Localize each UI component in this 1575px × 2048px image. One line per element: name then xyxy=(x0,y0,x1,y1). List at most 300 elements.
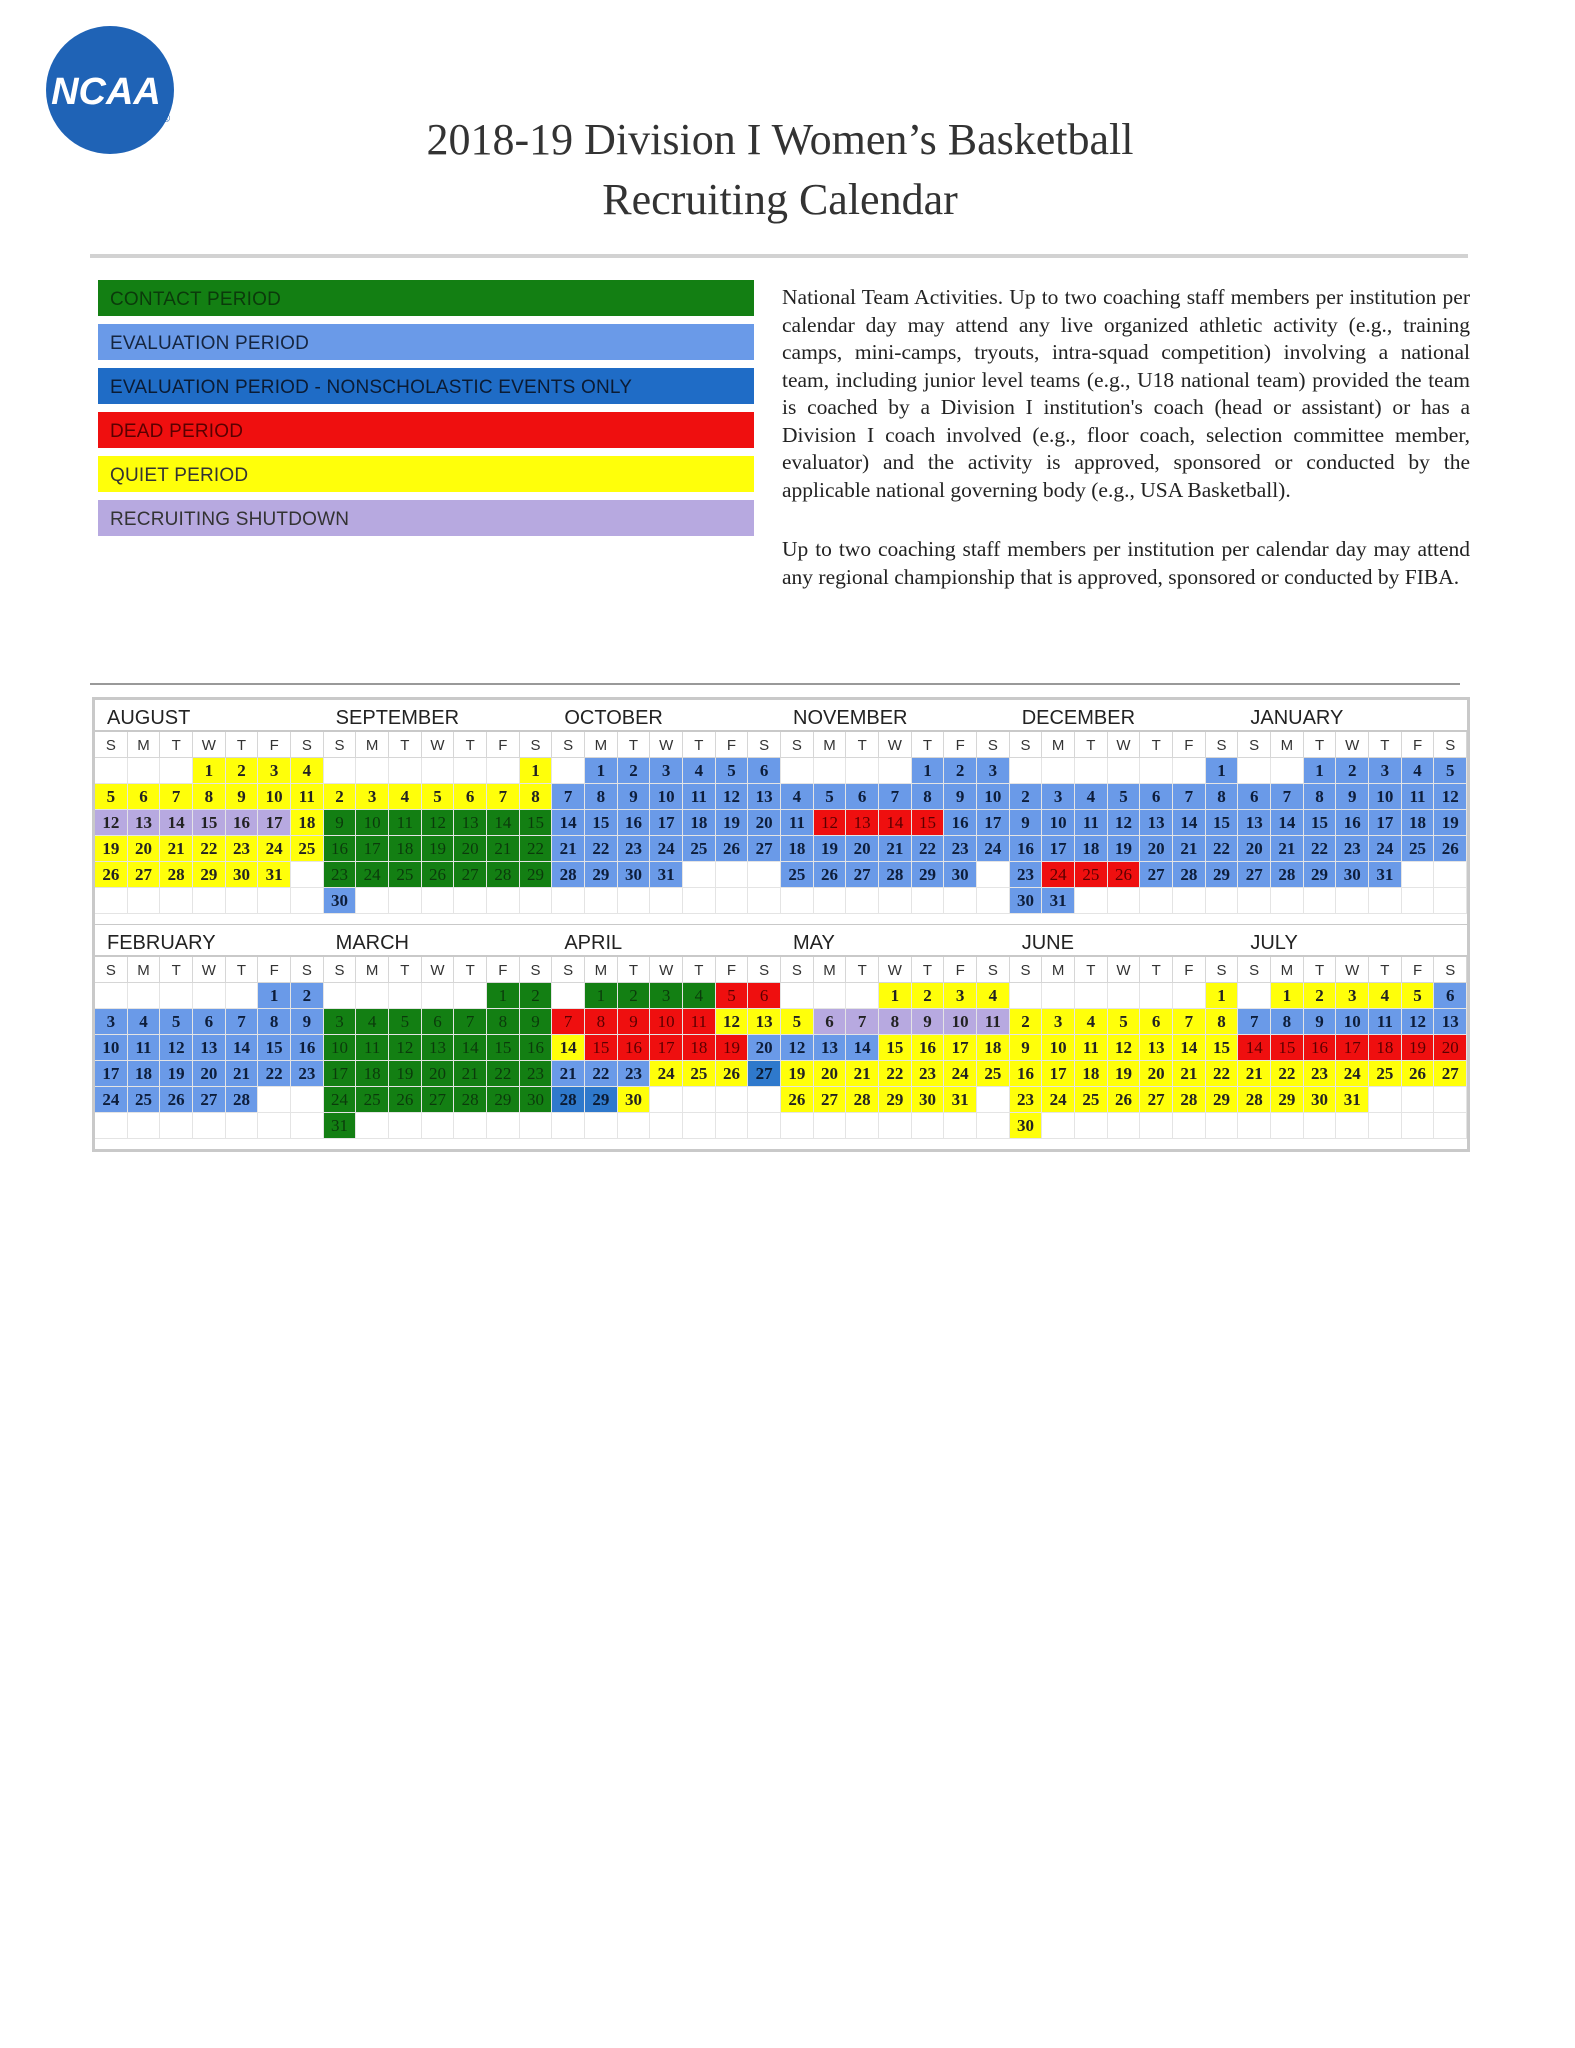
day-cell: 5 xyxy=(389,1009,422,1035)
day-cell: 19 xyxy=(1108,836,1141,862)
empty-cell xyxy=(95,1113,128,1139)
day-cell: 30 xyxy=(912,1087,945,1113)
day-cell: 4 xyxy=(1075,1009,1108,1035)
empty-cell xyxy=(814,1113,847,1139)
day-cell: 30 xyxy=(1010,888,1043,914)
day-cell: 27 xyxy=(1140,862,1173,888)
empty-cell xyxy=(552,758,585,784)
day-cell: 8 xyxy=(258,1009,291,1035)
weekday-header: S xyxy=(1238,957,1271,983)
empty-cell xyxy=(1010,983,1043,1009)
month-name: JANUARY xyxy=(1238,700,1467,732)
day-cell: 26 xyxy=(422,862,455,888)
empty-cell xyxy=(814,888,847,914)
day-cell: 6 xyxy=(814,1009,847,1035)
day-cell: 7 xyxy=(1238,1009,1271,1035)
day-cell: 30 xyxy=(618,1087,651,1113)
empty-cell xyxy=(977,1087,1010,1113)
day-cell: 22 xyxy=(1206,1061,1239,1087)
day-cell: 28 xyxy=(454,1087,487,1113)
day-cell: 4 xyxy=(389,784,422,810)
day-cell: 27 xyxy=(128,862,161,888)
empty-cell xyxy=(226,888,259,914)
day-cell: 15 xyxy=(1206,810,1239,836)
day-cell: 18 xyxy=(1369,1035,1402,1061)
day-cell: 27 xyxy=(748,1061,781,1087)
day-cell: 23 xyxy=(226,836,259,862)
empty-cell xyxy=(95,758,128,784)
empty-cell xyxy=(487,888,520,914)
recruiting-calendar xyxy=(92,697,1470,1152)
day-cell: 7 xyxy=(1271,784,1304,810)
day-cell: 11 xyxy=(1075,1035,1108,1061)
day-cell: 28 xyxy=(1238,1087,1271,1113)
day-cell: 30 xyxy=(1336,862,1369,888)
day-cell: 2 xyxy=(1304,983,1337,1009)
month-name: FEBRUARY xyxy=(95,925,324,957)
day-cell: 28 xyxy=(846,1087,879,1113)
empty-cell xyxy=(258,888,291,914)
day-cell: 12 xyxy=(814,810,847,836)
day-cell: 1 xyxy=(585,983,618,1009)
day-cell: 5 xyxy=(716,758,749,784)
day-cell: 30 xyxy=(944,862,977,888)
empty-cell xyxy=(977,888,1010,914)
empty-cell xyxy=(1336,888,1369,914)
note-national-team: National Team Activities. Up to two coaching staff members per institution per calendar day may attend any live organized athletic activity (e.g., training camps, mini-camps, tryouts, intra-squad competition) involving a national team, including junior level teams (e.g., U18 national team) provided the team is coached by a Division I institution's coach (head or assistant) or has a Division I coach involved (e.g., floor coach, selection committee member, evaluator) and the activity is approved, sponsored or conducted by the applicable national governing body (e.g., USA Basketball). xyxy=(782,285,1470,502)
day-cell: 18 xyxy=(291,810,324,836)
weekday-header: S xyxy=(748,957,781,983)
weekday-header: S xyxy=(977,732,1010,758)
empty-cell xyxy=(1434,1113,1467,1139)
day-cell: 11 xyxy=(781,810,814,836)
legend xyxy=(98,280,754,544)
day-cell: 14 xyxy=(487,810,520,836)
empty-cell xyxy=(781,888,814,914)
day-cell: 9 xyxy=(1304,1009,1337,1035)
day-cell: 1 xyxy=(193,758,226,784)
day-cell: 31 xyxy=(650,862,683,888)
day-cell: 26 xyxy=(814,862,847,888)
day-cell: 26 xyxy=(160,1087,193,1113)
day-cell: 8 xyxy=(912,784,945,810)
day-cell: 24 xyxy=(95,1087,128,1113)
day-cell: 14 xyxy=(226,1035,259,1061)
day-cell: 14 xyxy=(1173,1035,1206,1061)
day-cell: 22 xyxy=(487,1061,520,1087)
day-cell: 4 xyxy=(356,1009,389,1035)
empty-cell xyxy=(160,983,193,1009)
weekday-header: S xyxy=(748,732,781,758)
day-cell: 30 xyxy=(520,1087,553,1113)
empty-cell xyxy=(1271,758,1304,784)
day-cell: 26 xyxy=(716,1061,749,1087)
day-cell: 2 xyxy=(1336,758,1369,784)
day-cell: 6 xyxy=(422,1009,455,1035)
weekday-header: S xyxy=(95,732,128,758)
day-cell: 8 xyxy=(585,784,618,810)
day-cell: 28 xyxy=(487,862,520,888)
day-cell: 15 xyxy=(1206,1035,1239,1061)
empty-cell xyxy=(454,758,487,784)
empty-cell xyxy=(1042,1113,1075,1139)
day-cell: 25 xyxy=(389,862,422,888)
weekday-header: S xyxy=(520,957,553,983)
day-cell: 19 xyxy=(781,1061,814,1087)
day-cell: 1 xyxy=(585,758,618,784)
weekday-header: T xyxy=(160,732,193,758)
legend-item: EVALUATION PERIOD - NONSCHOLASTIC EVENTS ONLY xyxy=(98,368,754,404)
day-cell: 31 xyxy=(1042,888,1075,914)
day-cell: 21 xyxy=(1173,1061,1206,1087)
weekday-header: M xyxy=(814,957,847,983)
empty-cell xyxy=(781,983,814,1009)
month-name: MARCH xyxy=(324,925,553,957)
empty-cell xyxy=(1434,862,1467,888)
day-cell: 10 xyxy=(944,1009,977,1035)
day-cell: 6 xyxy=(1140,784,1173,810)
empty-cell xyxy=(1173,888,1206,914)
weekday-header: F xyxy=(258,732,291,758)
day-cell: 17 xyxy=(944,1035,977,1061)
day-cell: 23 xyxy=(291,1061,324,1087)
month-june xyxy=(1010,925,1239,1149)
day-cell: 26 xyxy=(389,1087,422,1113)
weekday-header: F xyxy=(716,957,749,983)
day-cell: 27 xyxy=(814,1087,847,1113)
weekday-header: F xyxy=(944,732,977,758)
empty-cell xyxy=(1206,888,1239,914)
month-may xyxy=(781,925,1010,1149)
weekday-header: W xyxy=(879,957,912,983)
day-cell: 18 xyxy=(781,836,814,862)
svg-text:®: ® xyxy=(161,113,171,125)
day-cell: 28 xyxy=(552,862,585,888)
day-cell: 10 xyxy=(95,1035,128,1061)
empty-cell xyxy=(1369,1113,1402,1139)
empty-cell xyxy=(1304,1113,1337,1139)
day-cell: 22 xyxy=(520,836,553,862)
weekday-header: W xyxy=(1108,957,1141,983)
empty-cell xyxy=(356,983,389,1009)
empty-cell xyxy=(846,1113,879,1139)
empty-cell xyxy=(1238,758,1271,784)
weekday-header: T xyxy=(226,732,259,758)
weekday-header: F xyxy=(1402,732,1435,758)
day-cell: 20 xyxy=(1434,1035,1467,1061)
weekday-header: M xyxy=(1042,732,1075,758)
day-cell: 16 xyxy=(1336,810,1369,836)
day-cell: 16 xyxy=(618,810,651,836)
weekday-header: T xyxy=(618,957,651,983)
weekday-header: W xyxy=(1108,732,1141,758)
empty-cell xyxy=(748,862,781,888)
empty-cell xyxy=(748,1087,781,1113)
weekday-header: T xyxy=(389,732,422,758)
day-cell: 22 xyxy=(193,836,226,862)
day-cell: 13 xyxy=(454,810,487,836)
weekday-header: T xyxy=(846,732,879,758)
day-cell: 7 xyxy=(879,784,912,810)
day-cell: 18 xyxy=(128,1061,161,1087)
empty-cell xyxy=(1075,1113,1108,1139)
empty-cell xyxy=(1140,983,1173,1009)
empty-cell xyxy=(552,1113,585,1139)
day-cell: 18 xyxy=(389,836,422,862)
empty-cell xyxy=(1369,888,1402,914)
day-cell: 5 xyxy=(1108,1009,1141,1035)
empty-cell xyxy=(1173,1113,1206,1139)
day-cell: 28 xyxy=(226,1087,259,1113)
empty-cell xyxy=(291,1087,324,1113)
weekday-header: T xyxy=(454,957,487,983)
day-cell: 1 xyxy=(879,983,912,1009)
empty-cell xyxy=(1140,758,1173,784)
day-cell: 13 xyxy=(1434,1009,1467,1035)
day-cell: 17 xyxy=(356,836,389,862)
weekday-header: S xyxy=(291,732,324,758)
weekday-header: F xyxy=(487,957,520,983)
empty-cell xyxy=(814,983,847,1009)
day-cell: 20 xyxy=(128,836,161,862)
day-cell: 5 xyxy=(160,1009,193,1035)
day-cell: 26 xyxy=(95,862,128,888)
month-december xyxy=(1010,700,1239,924)
month-name: AUGUST xyxy=(95,700,324,732)
day-cell: 8 xyxy=(193,784,226,810)
empty-cell xyxy=(650,888,683,914)
day-cell: 12 xyxy=(1108,1035,1141,1061)
day-cell: 8 xyxy=(879,1009,912,1035)
day-cell: 23 xyxy=(618,1061,651,1087)
empty-cell xyxy=(95,888,128,914)
day-cell: 11 xyxy=(128,1035,161,1061)
day-cell: 29 xyxy=(912,862,945,888)
empty-cell xyxy=(1336,1113,1369,1139)
notes xyxy=(782,284,1470,623)
empty-cell xyxy=(520,1113,553,1139)
empty-cell xyxy=(1042,758,1075,784)
day-cell: 8 xyxy=(585,1009,618,1035)
day-cell: 31 xyxy=(944,1087,977,1113)
weekday-header: S xyxy=(324,732,357,758)
day-cell: 11 xyxy=(683,1009,716,1035)
empty-cell xyxy=(1075,758,1108,784)
day-cell: 16 xyxy=(226,810,259,836)
day-cell: 19 xyxy=(422,836,455,862)
day-cell: 14 xyxy=(160,810,193,836)
day-cell: 21 xyxy=(226,1061,259,1087)
day-cell: 7 xyxy=(226,1009,259,1035)
day-cell: 22 xyxy=(1206,836,1239,862)
weekday-header: S xyxy=(291,957,324,983)
day-cell: 20 xyxy=(454,836,487,862)
day-cell: 8 xyxy=(1206,784,1239,810)
empty-cell xyxy=(193,1113,226,1139)
day-cell: 19 xyxy=(1434,810,1467,836)
weekday-header: M xyxy=(585,732,618,758)
day-cell: 9 xyxy=(618,1009,651,1035)
empty-cell xyxy=(422,983,455,1009)
legend-item: EVALUATION PERIOD xyxy=(98,324,754,360)
day-cell: 15 xyxy=(879,1035,912,1061)
empty-cell xyxy=(1075,888,1108,914)
page-title xyxy=(190,110,1370,230)
empty-cell xyxy=(1108,888,1141,914)
empty-cell xyxy=(879,1113,912,1139)
day-cell: 28 xyxy=(879,862,912,888)
empty-cell xyxy=(1369,1087,1402,1113)
month-name: NOVEMBER xyxy=(781,700,1010,732)
day-cell: 6 xyxy=(1140,1009,1173,1035)
empty-cell xyxy=(487,1113,520,1139)
day-cell: 27 xyxy=(454,862,487,888)
divider xyxy=(90,254,1468,258)
empty-cell xyxy=(977,1113,1010,1139)
month-name: JULY xyxy=(1238,925,1467,957)
weekday-header: M xyxy=(128,732,161,758)
empty-cell xyxy=(160,888,193,914)
day-cell: 27 xyxy=(422,1087,455,1113)
day-cell: 9 xyxy=(226,784,259,810)
day-cell: 9 xyxy=(291,1009,324,1035)
day-cell: 30 xyxy=(618,862,651,888)
empty-cell xyxy=(1108,758,1141,784)
day-cell: 17 xyxy=(650,1035,683,1061)
day-cell: 25 xyxy=(1075,862,1108,888)
day-cell: 7 xyxy=(552,784,585,810)
day-cell: 17 xyxy=(258,810,291,836)
empty-cell xyxy=(422,758,455,784)
empty-cell xyxy=(160,1113,193,1139)
empty-cell xyxy=(683,1113,716,1139)
day-cell: 26 xyxy=(1434,836,1467,862)
day-cell: 11 xyxy=(1075,810,1108,836)
day-cell: 11 xyxy=(291,784,324,810)
day-cell: 16 xyxy=(520,1035,553,1061)
day-cell: 26 xyxy=(1402,1061,1435,1087)
day-cell: 23 xyxy=(944,836,977,862)
month-name: SEPTEMBER xyxy=(324,700,553,732)
day-cell: 16 xyxy=(324,836,357,862)
day-cell: 6 xyxy=(846,784,879,810)
empty-cell xyxy=(1402,1113,1435,1139)
day-cell: 2 xyxy=(520,983,553,1009)
empty-cell xyxy=(487,758,520,784)
weekday-header: T xyxy=(1304,957,1337,983)
day-cell: 25 xyxy=(128,1087,161,1113)
day-cell: 17 xyxy=(1369,810,1402,836)
day-cell: 6 xyxy=(193,1009,226,1035)
day-cell: 25 xyxy=(683,836,716,862)
day-cell: 25 xyxy=(356,1087,389,1113)
day-cell: 20 xyxy=(193,1061,226,1087)
day-cell: 3 xyxy=(1336,983,1369,1009)
day-cell: 8 xyxy=(487,1009,520,1035)
day-cell: 7 xyxy=(846,1009,879,1035)
empty-cell xyxy=(291,862,324,888)
day-cell: 17 xyxy=(1042,1061,1075,1087)
empty-cell xyxy=(944,1113,977,1139)
weekday-header: T xyxy=(1075,957,1108,983)
day-cell: 2 xyxy=(944,758,977,784)
empty-cell xyxy=(1238,983,1271,1009)
weekday-header: M xyxy=(1042,957,1075,983)
empty-cell xyxy=(1238,888,1271,914)
empty-cell xyxy=(716,1087,749,1113)
empty-cell xyxy=(1173,758,1206,784)
empty-cell xyxy=(258,1113,291,1139)
day-cell: 5 xyxy=(422,784,455,810)
weekday-header: T xyxy=(846,957,879,983)
day-cell: 21 xyxy=(879,836,912,862)
day-cell: 11 xyxy=(683,784,716,810)
day-cell: 2 xyxy=(324,784,357,810)
weekday-header: M xyxy=(1271,957,1304,983)
empty-cell xyxy=(454,1113,487,1139)
day-cell: 6 xyxy=(748,758,781,784)
empty-cell xyxy=(1402,1087,1435,1113)
empty-cell xyxy=(258,1087,291,1113)
day-cell: 29 xyxy=(193,862,226,888)
weekday-header: S xyxy=(781,957,814,983)
empty-cell xyxy=(193,983,226,1009)
day-cell: 16 xyxy=(944,810,977,836)
day-cell: 25 xyxy=(683,1061,716,1087)
month-name: OCTOBER xyxy=(552,700,781,732)
day-cell: 31 xyxy=(1369,862,1402,888)
day-cell: 22 xyxy=(585,1061,618,1087)
day-cell: 20 xyxy=(748,1035,781,1061)
empty-cell xyxy=(356,888,389,914)
day-cell: 17 xyxy=(1336,1035,1369,1061)
day-cell: 24 xyxy=(1336,1061,1369,1087)
month-name: APRIL xyxy=(552,925,781,957)
day-cell: 11 xyxy=(1369,1009,1402,1035)
day-cell: 19 xyxy=(1402,1035,1435,1061)
day-cell: 29 xyxy=(1271,1087,1304,1113)
weekday-header: T xyxy=(454,732,487,758)
day-cell: 16 xyxy=(912,1035,945,1061)
weekday-header: M xyxy=(356,957,389,983)
weekday-header: S xyxy=(95,957,128,983)
weekday-header: T xyxy=(912,732,945,758)
weekday-header: T xyxy=(1304,732,1337,758)
day-cell: 19 xyxy=(160,1061,193,1087)
day-cell: 4 xyxy=(977,983,1010,1009)
day-cell: 23 xyxy=(1304,1061,1337,1087)
empty-cell xyxy=(748,888,781,914)
day-cell: 25 xyxy=(1402,836,1435,862)
day-cell: 3 xyxy=(1369,758,1402,784)
weekday-header: W xyxy=(650,732,683,758)
day-cell: 2 xyxy=(291,983,324,1009)
empty-cell xyxy=(748,1113,781,1139)
day-cell: 15 xyxy=(193,810,226,836)
day-cell: 5 xyxy=(1108,784,1141,810)
empty-cell xyxy=(1206,1113,1239,1139)
day-cell: 10 xyxy=(356,810,389,836)
weekday-header: W xyxy=(193,957,226,983)
day-cell: 21 xyxy=(552,1061,585,1087)
weekday-header: S xyxy=(1206,957,1239,983)
empty-cell xyxy=(356,758,389,784)
day-cell: 30 xyxy=(324,888,357,914)
day-cell: 21 xyxy=(1173,836,1206,862)
empty-cell xyxy=(1010,758,1043,784)
day-cell: 24 xyxy=(1042,1087,1075,1113)
day-cell: 6 xyxy=(748,983,781,1009)
